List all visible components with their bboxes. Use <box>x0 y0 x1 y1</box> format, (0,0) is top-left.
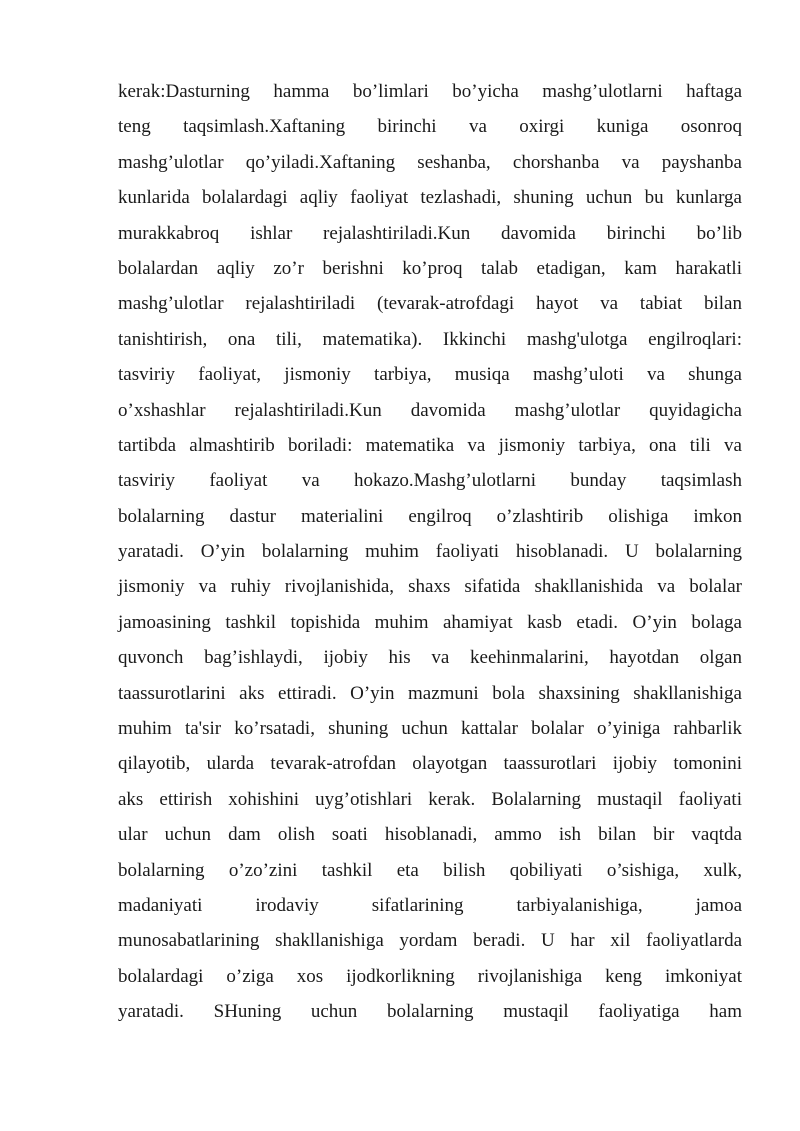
text-line: bolalardagi o’ziga xos ijodkorlikning rivojlanishiga keng imkoniyat <box>118 965 742 987</box>
text-line: ular uchun dam olish soati hisoblanadi, ammo ish bilan bir vaqtda <box>118 824 742 846</box>
text-line: munosabatlarining shakllanishiga yordam beradi. U har xil faoliyatlarda <box>118 930 742 952</box>
body-text <box>118 74 742 1030</box>
text-line: mashg’ulotlar rejalashtiriladi (tevarak-atrofdagi hayot va tabiat bilan <box>118 293 742 315</box>
text-line: yaratadi. O’yin bolalarning muhim faoliyati hisoblanadi. U bolalarning <box>118 541 742 563</box>
text-line: tasviriy faoliyat va hokazo.Mashg’ulotlarni bunday taqsimlash <box>118 470 742 492</box>
text-line: teng taqsimlash.Xaftaning birinchi va oxirgi kuniga osonroq <box>118 116 742 138</box>
text-line: aks ettirish xohishini uyg’otishlari kerak. Bolalarning mustaqil faoliyati <box>118 788 742 810</box>
text-line: tanishtirish, ona tili, matematika). Ikkinchi mashg'ulotga engilroqlari: <box>118 328 742 350</box>
text-line: muhim ta'sir ko’rsatadi, shuning uchun kattalar bolalar o’yiniga rahbarlik <box>118 718 742 740</box>
text-line: bolalarning o’zo’zini tashkil eta bilish qobiliyati o’sishiga, xulk, <box>118 859 742 881</box>
text-line: o’xshashlar rejalashtiriladi.Kun davomida mashg’ulotlar quyidagicha <box>118 399 742 421</box>
text-line: tartibda almashtirib boriladi: matematika va jismoniy tarbiya, ona tili va <box>118 434 742 456</box>
text-line: quvonch bag’ishlaydi, ijobiy his va keehinmalarini, hayotdan olgan <box>118 647 742 669</box>
text-line: qilayotib, ularda tevarak-atrofdan olayotgan taassurotlari ijobiy tomonini <box>118 753 742 775</box>
text-line: kerak:Dasturning hamma bo’limlari bo’yicha mashg’ulotlarni haftaga <box>118 81 742 102</box>
text-line: jismoniy va ruhiy rivojlanishida, shaxs sifatida shakllanishida va bolalar <box>118 576 742 598</box>
text-line: kunlarida bolalardagi aqliy faoliyat tezlashadi, shuning uchun bu kunlarga <box>118 187 742 209</box>
text-line: madaniyati irodaviy sifatlarining tarbiyalanishiga, jamoa <box>118 894 742 916</box>
text-line: bolalardan aqliy zo’r berishni ko’proq talab etadigan, kam harakatli <box>118 257 742 279</box>
text-line: murakkabroq ishlar rejalashtiriladi.Kun davomida birinchi bo’lib <box>118 222 742 244</box>
text-line: tasviriy faoliyat, jismoniy tarbiya, musiqa mashg’uloti va shunga <box>118 364 742 386</box>
text-line: yaratadi. SHuning uchun bolalarning mustaqil faoliyatiga ham <box>118 1001 742 1023</box>
text-line: jamoasining tashkil topishida muhim ahamiyat kasb etadi. O’yin bolaga <box>118 611 742 633</box>
text-line: mashg’ulotlar qo’yiladi.Xaftaning seshanba, chorshanba va payshanba <box>118 151 742 173</box>
text-line: taassurotlarini aks ettiradi. O’yin mazmuni bola shaxsining shakllanishiga <box>118 682 742 704</box>
text-line: bolalarning dastur materialini engilroq o’zlashtirib olishiga imkon <box>118 505 742 527</box>
